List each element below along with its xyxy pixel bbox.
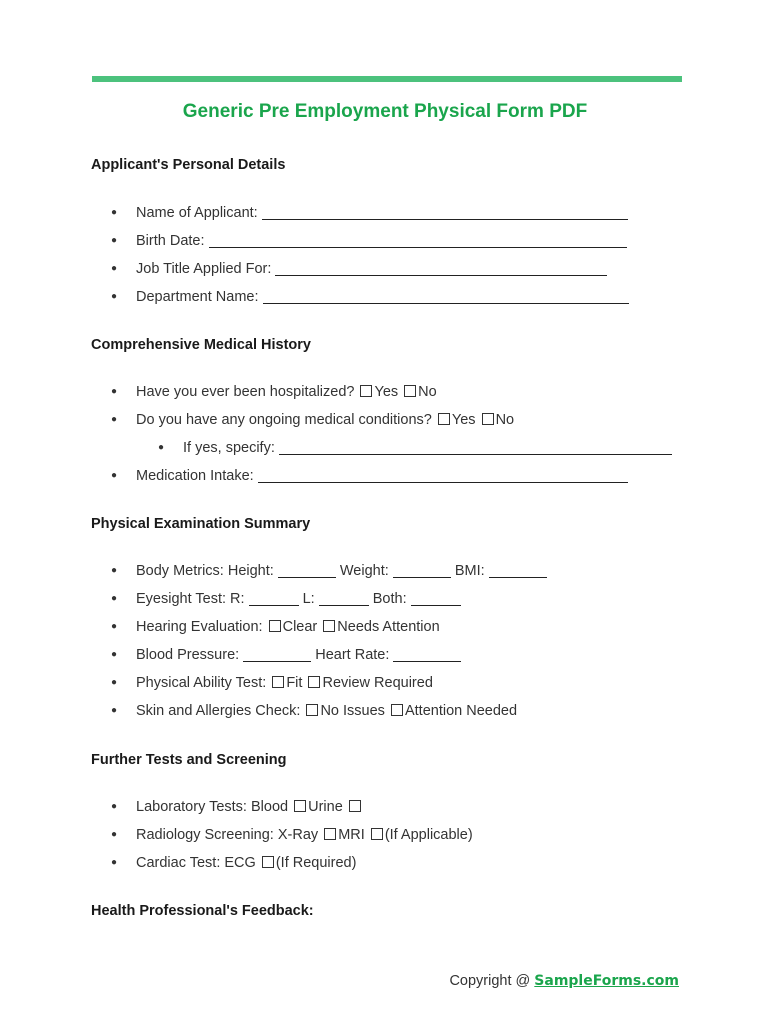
checkbox-urine[interactable] bbox=[349, 800, 361, 812]
bullet-icon: ● bbox=[111, 621, 118, 632]
checkbox-ecg[interactable] bbox=[262, 856, 274, 868]
input-line-job[interactable] bbox=[275, 261, 607, 276]
input-line-weight[interactable] bbox=[393, 563, 451, 578]
bullet-icon: ● bbox=[111, 291, 118, 302]
section-heading-exam: Physical Examination Summary bbox=[91, 516, 311, 532]
input-line-eye-l[interactable] bbox=[319, 591, 369, 606]
label-height: Body Metrics: Height: bbox=[136, 563, 274, 579]
page-title: Generic Pre Employment Physical Form PDF bbox=[182, 101, 588, 122]
checkbox-hosp-yes[interactable] bbox=[360, 385, 372, 397]
input-line-name[interactable] bbox=[262, 205, 628, 220]
label-urine: Urine bbox=[308, 799, 343, 815]
field-body-metrics bbox=[111, 563, 547, 579]
checkbox-blood[interactable] bbox=[294, 800, 306, 812]
field-radiology bbox=[111, 827, 473, 843]
input-line-bp[interactable] bbox=[243, 647, 311, 662]
label-if-applicable: (If Applicable) bbox=[384, 827, 473, 843]
section-heading-medical: Comprehensive Medical History bbox=[91, 337, 311, 353]
field-lab-tests bbox=[111, 799, 363, 815]
field-department bbox=[111, 289, 629, 305]
label-hearing: Hearing Evaluation: bbox=[136, 619, 263, 635]
label-eyesight-r: Eyesight Test: R: bbox=[136, 591, 245, 607]
label-lab-blood: Laboratory Tests: Blood bbox=[136, 799, 289, 815]
label-bp: Blood Pressure: bbox=[136, 647, 240, 663]
section-heading-tests: Further Tests and Screening bbox=[91, 752, 287, 768]
field-blood-pressure bbox=[111, 647, 461, 663]
label-eye-l: L: bbox=[302, 591, 315, 607]
label-specify: If yes, specify: bbox=[183, 440, 275, 456]
label-no: No bbox=[495, 412, 515, 428]
field-conditions bbox=[111, 412, 514, 428]
bullet-icon: ● bbox=[111, 263, 118, 274]
label-if-required: (If Required) bbox=[275, 855, 357, 871]
input-line-bmi[interactable] bbox=[489, 563, 547, 578]
label-medication: Medication Intake: bbox=[136, 468, 254, 484]
bullet-icon: ● bbox=[158, 442, 165, 453]
bullet-icon: ● bbox=[111, 649, 118, 660]
field-physical-ability bbox=[111, 675, 433, 691]
label-dept: Department Name: bbox=[136, 289, 259, 305]
checkbox-hosp-no[interactable] bbox=[404, 385, 416, 397]
label-weight: Weight: bbox=[339, 563, 389, 579]
label-review-required: Review Required bbox=[322, 675, 433, 691]
checkbox-fit[interactable] bbox=[272, 676, 284, 688]
checkbox-review-required[interactable] bbox=[308, 676, 320, 688]
label-fit: Fit bbox=[286, 675, 303, 691]
label-xray: Radiology Screening: X-Ray bbox=[136, 827, 319, 843]
field-cardiac bbox=[111, 855, 356, 871]
field-skin-allergies bbox=[111, 703, 517, 719]
bullet-icon: ● bbox=[111, 207, 118, 218]
bullet-icon: ● bbox=[111, 857, 118, 868]
copyright-text: Copyright @ bbox=[449, 973, 531, 989]
label-hospitalized: Have you ever been hospitalized? bbox=[136, 384, 355, 400]
label-skin: Skin and Allergies Check: bbox=[136, 703, 301, 719]
field-hospitalized bbox=[111, 384, 437, 400]
label-no: No bbox=[418, 384, 437, 400]
input-line-height[interactable] bbox=[278, 563, 336, 578]
label-ecg: Cardiac Test: ECG bbox=[136, 855, 256, 871]
label-mri: MRI bbox=[338, 827, 365, 843]
input-line-specify[interactable] bbox=[279, 440, 672, 455]
bullet-icon: ● bbox=[111, 470, 118, 481]
section-heading-feedback: Health Professional's Feedback: bbox=[91, 903, 314, 919]
bullet-icon: ● bbox=[111, 565, 118, 576]
label-clear: Clear bbox=[282, 619, 318, 635]
input-line-heart-rate[interactable] bbox=[393, 647, 461, 662]
footer-copyright bbox=[449, 973, 679, 989]
bullet-icon: ● bbox=[111, 235, 118, 246]
bullet-icon: ● bbox=[111, 414, 118, 425]
label-job: Job Title Applied For: bbox=[136, 261, 272, 277]
checkbox-no-issues[interactable] bbox=[306, 704, 318, 716]
checkbox-needs-attention[interactable] bbox=[323, 620, 335, 632]
checkbox-mri[interactable] bbox=[371, 828, 383, 840]
bullet-icon: ● bbox=[111, 593, 118, 604]
label-name: Name of Applicant: bbox=[136, 205, 258, 221]
label-conditions: Do you have any ongoing medical conditions? bbox=[136, 412, 432, 428]
label-birth: Birth Date: bbox=[136, 233, 205, 249]
field-name-of-applicant bbox=[111, 205, 628, 221]
label-no-issues: No Issues bbox=[320, 703, 385, 719]
bullet-icon: ● bbox=[111, 705, 118, 716]
brand-link[interactable]: SampleForms.com bbox=[534, 973, 679, 989]
bullet-icon: ● bbox=[111, 829, 118, 840]
input-line-birth[interactable] bbox=[209, 233, 627, 248]
label-eye-both: Both: bbox=[372, 591, 407, 607]
top-accent-bar bbox=[92, 76, 682, 82]
label-bmi: BMI: bbox=[454, 563, 485, 579]
checkbox-clear[interactable] bbox=[269, 620, 281, 632]
field-eyesight bbox=[111, 591, 461, 607]
label-yes: Yes bbox=[374, 384, 399, 400]
input-line-medication[interactable] bbox=[258, 468, 628, 483]
input-line-eye-both[interactable] bbox=[411, 591, 461, 606]
checkbox-attention-needed[interactable] bbox=[391, 704, 403, 716]
field-birth-date bbox=[111, 233, 627, 249]
bullet-icon: ● bbox=[111, 386, 118, 397]
field-specify bbox=[158, 440, 672, 456]
bullet-icon: ● bbox=[111, 677, 118, 688]
input-line-dept[interactable] bbox=[263, 289, 629, 304]
section-heading-personal: Applicant's Personal Details bbox=[91, 157, 286, 173]
field-job-title bbox=[111, 261, 607, 277]
label-needs-attention: Needs Attention bbox=[337, 619, 440, 635]
checkbox-xray[interactable] bbox=[324, 828, 336, 840]
checkbox-cond-yes[interactable] bbox=[438, 413, 450, 425]
field-hearing bbox=[111, 619, 440, 635]
label-physical-ability: Physical Ability Test: bbox=[136, 675, 267, 691]
label-attention-needed: Attention Needed bbox=[404, 703, 518, 719]
label-heart-rate: Heart Rate: bbox=[315, 647, 390, 663]
field-medication bbox=[111, 468, 628, 484]
bullet-icon: ● bbox=[111, 801, 118, 812]
input-line-eye-r[interactable] bbox=[249, 591, 299, 606]
label-yes: Yes bbox=[451, 412, 476, 428]
checkbox-cond-no[interactable] bbox=[482, 413, 494, 425]
